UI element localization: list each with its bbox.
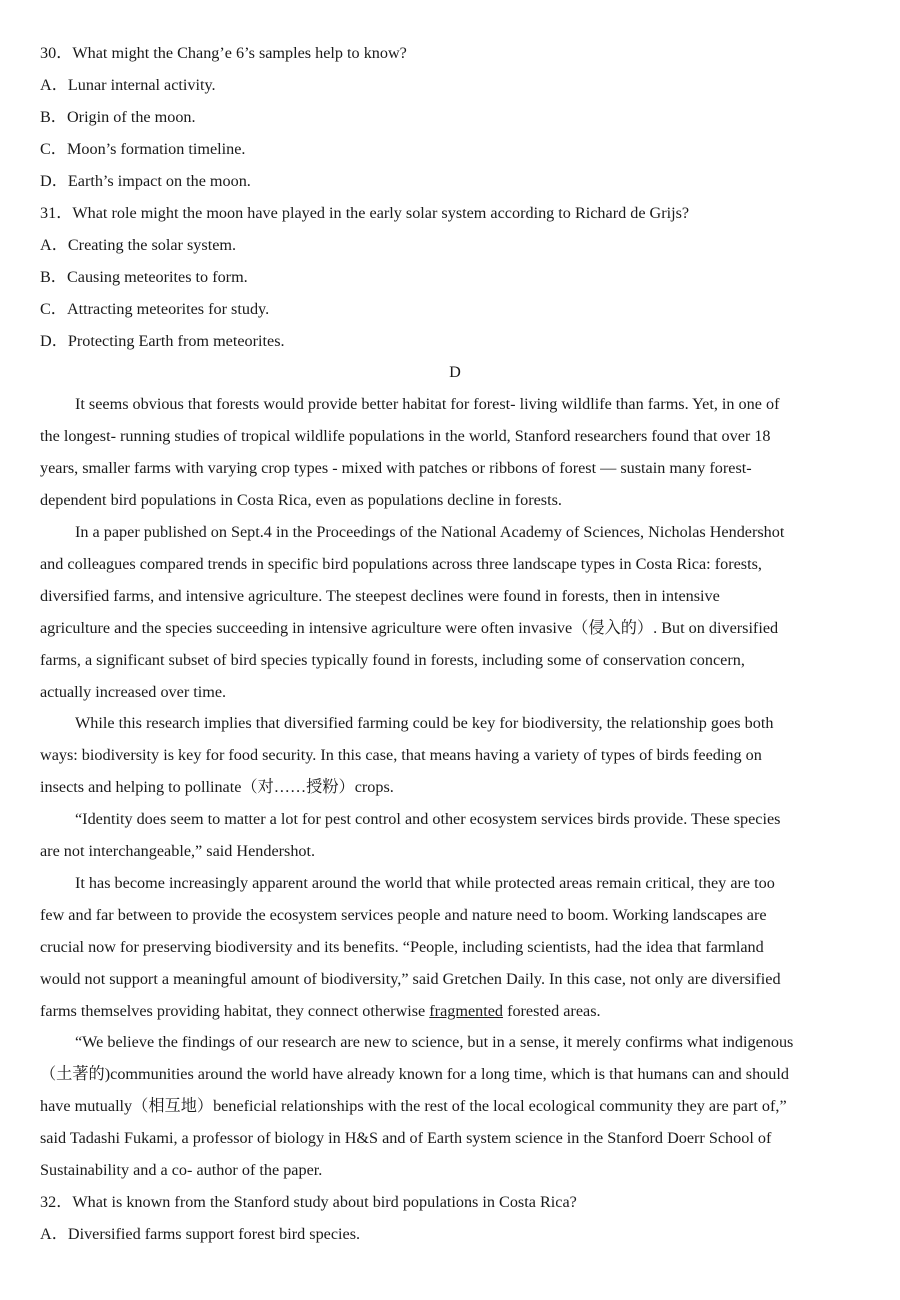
question-31-option-d: D．Protecting Earth from meteorites. xyxy=(40,332,285,350)
underlined-word: fragmented xyxy=(429,1002,504,1020)
question-31-option-a: A．Creating the solar system. xyxy=(40,236,237,254)
passage-line: crucial now for preserving biodiversity and its benefits. “People, including scientists, had the idea that farmland xyxy=(40,938,764,956)
passage-line: and colleagues compared trends in specific bird populations across three landscape types in Costa Rica: forests, xyxy=(40,555,762,573)
passage-line: the longest- running studies of tropical wildlife populations in the world, Stanford researchers found that over 18 xyxy=(40,427,771,445)
passage-line: would not support a meaningful amount of biodiversity,” said Gretchen Daily. In this case, not only are diversified xyxy=(40,970,781,988)
question-30-option-d: D．Earth’s impact on the moon. xyxy=(40,172,251,190)
passage-line: farms, a significant subset of bird species typically found in forests, including some of conservation concern, xyxy=(40,651,745,669)
question-30-stem: 30．What might the Chang’e 6’s samples help to know? xyxy=(40,44,407,62)
passage-line: said Tadashi Fukami, a professor of biology in H&S and of Earth system science in the Stanford Doerr School of xyxy=(40,1129,772,1147)
passage-line: While this research implies that diversified farming could be key for biodiversity, the relationship goes both xyxy=(75,714,774,732)
passage-line: insects and helping to pollinate（对……授粉）crops. xyxy=(40,778,394,796)
question-30-option-b: B．Origin of the moon. xyxy=(40,108,196,126)
question-32-option-a: A．Diversified farms support forest bird species. xyxy=(40,1225,361,1243)
question-32-stem: 32．What is known from the Stanford study about bird populations in Costa Rica? xyxy=(40,1193,577,1211)
passage-line: It has become increasingly apparent around the world that while protected areas remain critical, they are too xyxy=(75,874,775,892)
passage-line xyxy=(40,1001,601,1021)
passage-line: It seems obvious that forests would provide better habitat for forest- living wildlife than farms. Yet, in one of xyxy=(75,395,780,413)
passage-line: ways: biodiversity is key for food security. In this case, that means having a variety of types of birds feeding on xyxy=(40,746,762,764)
question-30-option-c: C．Moon’s formation timeline. xyxy=(40,140,246,158)
question-31-option-c: C．Attracting meteorites for study. xyxy=(40,300,270,318)
passage-line: actually increased over time. xyxy=(40,683,227,701)
passage-line: few and far between to provide the ecosystem services people and nature need to boom. Working landscapes are xyxy=(40,906,767,924)
question-31-option-b: B．Causing meteorites to form. xyxy=(40,268,248,286)
section-label: D xyxy=(449,363,461,381)
passage-line: agriculture and the species succeeding in intensive agriculture were often invasive（侵入的）. But on diversified xyxy=(40,619,779,637)
passage-line: are not interchangeable,” said Hendershot. xyxy=(40,842,316,860)
passage-line: diversified farms, and intensive agriculture. The steepest declines were found in forests, then in intensive xyxy=(40,587,720,605)
passage-line: have mutually（相互地）beneficial relationships with the rest of the local ecological community they are part of,” xyxy=(40,1097,787,1115)
question-31-stem: 31．What role might the moon have played in the early solar system according to Richard de Grijs? xyxy=(40,204,690,222)
passage-line: “We believe the findings of our research are new to science, but in a sense, it merely confirms what indigenous xyxy=(75,1033,794,1051)
passage-line: Sustainability and a co- author of the paper. xyxy=(40,1161,323,1179)
passage-text: forested areas. xyxy=(503,1002,601,1020)
passage-line: years, smaller farms with varying crop types - mixed with patches or ribbons of forest — sustain many forest- xyxy=(40,459,752,477)
question-30-option-a: A．Lunar internal activity. xyxy=(40,76,216,94)
passage-line: dependent bird populations in Costa Rica, even as populations decline in forests. xyxy=(40,491,562,509)
passage-line: “Identity does seem to matter a lot for pest control and other ecosystem services birds provide. These species xyxy=(75,810,781,828)
passage-line: （土著的)communities around the world have already known for a long time, which is that humans can and should xyxy=(40,1065,789,1083)
passage-line: In a paper published on Sept.4 in the Proceedings of the National Academy of Sciences, Nicholas Hendershot xyxy=(75,523,785,541)
passage-text: farms themselves providing habitat, they connect otherwise xyxy=(40,1002,430,1020)
